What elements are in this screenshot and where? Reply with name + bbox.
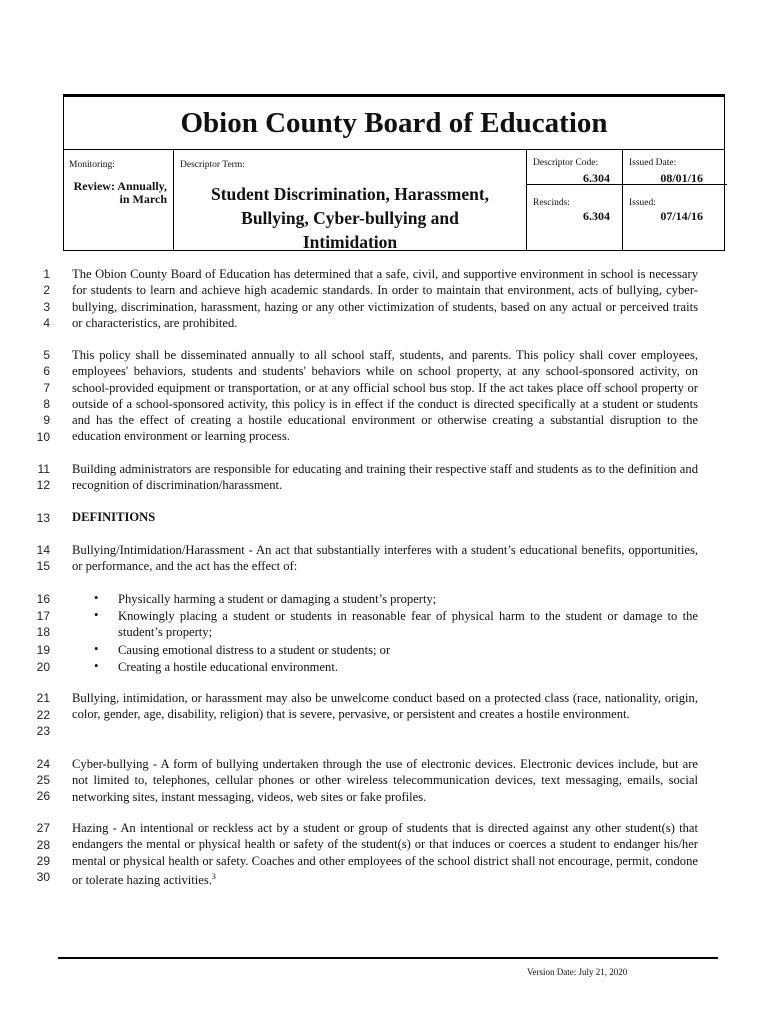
descriptor-term-cell	[174, 150, 527, 251]
line-number: 27	[36, 821, 50, 835]
bullet-item: Physically harming a student or damaging a student’s property;	[118, 592, 437, 606]
administrators-paragraph: Building administrators are responsible for educating and training their respective staff and students as to the definition and recognition of discrimination/harassment.	[72, 462, 698, 493]
line-number: 1	[43, 267, 50, 281]
line-number: 12	[36, 478, 50, 492]
line-number: 15	[36, 559, 50, 573]
line-number: 4	[43, 316, 50, 330]
line-number: 20	[36, 660, 50, 674]
intro-paragraph: The Obion County Board of Education has determined that a safe, civil, and supportive environment in school is necessary for students to learn and achieve high academic standards. In order to maintain that environment, acts of bullying, cyber-bullying, discrimination, harassment, hazing or any other victimization of students, based on any actual or perceived traits or characteristics, are prohibited.	[72, 267, 698, 330]
issued-date-label: Issued Date:	[629, 158, 677, 168]
line-number: 28	[36, 838, 50, 852]
cyber-bullying-definition: Cyber-bullying - A form of bullying undertaken through the use of electronic devices. Electronic devices include, but are not limited to, telephones, cellular phones or other wireless telecommunication devices, text messaging, emails, social networking sites, instant messaging, videos, web sites or fake profiles.	[72, 757, 698, 804]
descriptor-title-line-1: Student Discrimination, Harassment,	[210, 184, 490, 204]
issued-value: 07/14/16	[660, 209, 703, 223]
line-number: 29	[36, 854, 50, 868]
line-number: 2	[43, 283, 50, 297]
line-number: 17	[36, 609, 50, 623]
issued-date-cell	[623, 150, 727, 251]
descriptor-code-cell	[527, 150, 623, 251]
line-number: 22	[36, 708, 50, 722]
policy-header	[63, 94, 725, 251]
line-number: 5	[43, 348, 50, 362]
monitoring-label: Monitoring:	[69, 160, 115, 170]
descriptor-code-value: 6.304	[583, 171, 610, 185]
issued-date-value: 08/01/16	[660, 171, 703, 185]
bullet-item: Knowingly placing a student or students in reasonable fear of physical harm to the student or damage to the student’s property;	[118, 609, 698, 640]
bullet-icon: •	[94, 659, 99, 673]
line-number: 8	[43, 397, 50, 411]
line-number: 24	[36, 757, 50, 771]
hazing-text: Hazing - An intentional or reckless act by a student or group of students that is directed against any other student(s) that endangers the mental or physical health or safety of the student(s) or that induces or coerces a student to endanger his/her mental or physical health or safety. Coaches and other employees of the school district shall not encourage, permit, condone or tolerate hazing activities.	[72, 821, 698, 888]
version-date: Version Date: July 21, 2020	[527, 967, 628, 977]
line-number: 9	[43, 413, 50, 427]
bullet-icon: •	[94, 608, 99, 622]
rescinds-value: 6.304	[583, 209, 610, 223]
line-number: 14	[36, 543, 50, 557]
footnote-marker: 3	[211, 871, 216, 881]
review-line-1: Review: Annually,	[73, 179, 167, 193]
line-number: 19	[36, 643, 50, 657]
definitions-heading: DEFINITIONS	[72, 510, 156, 524]
bullet-item: Causing emotional distress to a student or students; or	[118, 643, 391, 657]
line-number: 21	[36, 691, 50, 705]
bullet-icon: •	[94, 591, 99, 605]
header-info-row	[63, 149, 725, 251]
page-title: Obion County Board of Education	[180, 107, 608, 139]
descriptor-title	[174, 182, 526, 254]
descriptor-title-line-3: Intimidation	[302, 232, 398, 252]
line-number: 11	[37, 462, 50, 476]
dissemination-paragraph: This policy shall be disseminated annually to all school staff, students, and parents. This policy shall cover employees, employees' behaviors, students and students' behaviors while on school property, at any school-sponsored activity, on school-provided equipment or transportation, or at any official school bus stop. If the act takes place off school property or outside of a school-sponsored activity, this policy is in effect if the conduct is directed specifically at a student or students and has the effect of creating a hostile educational environment or otherwise creating a substantial disruption to the education environment or learning process.	[72, 348, 698, 444]
line-number: 26	[36, 789, 50, 803]
descriptor-term-label: Descriptor Term:	[180, 160, 245, 170]
footer-rule	[58, 957, 718, 959]
review-frequency	[74, 180, 167, 206]
line-number: 3	[43, 300, 50, 314]
line-number: 30	[36, 870, 50, 884]
rescinds-label: Rescinds:	[533, 198, 570, 208]
line-number: 10	[36, 430, 50, 444]
line-number: 7	[43, 381, 50, 395]
descriptor-title-line-2: Bullying, Cyber-bullying and	[241, 208, 459, 228]
bullying-definition: Bullying/Intimidation/Harassment - An act that substantially interferes with a student’s educational benefits, opportunities, or performance, and the act has the effect of:	[72, 543, 698, 574]
protected-class-paragraph: Bullying, intimidation, or harassment may also be unwelcome conduct based on a protected class (race, nationality, origin, color, gender, age, disability, religion) that is severe, pervasive, or persistent and creates a hostile environment.	[72, 691, 698, 722]
line-number: 25	[36, 773, 50, 787]
bullet-item: Creating a hostile educational environment.	[118, 660, 338, 674]
monitoring-cell	[63, 150, 174, 251]
line-number: 23	[36, 724, 50, 738]
line-number: 16	[36, 592, 50, 606]
line-number: 18	[36, 625, 50, 639]
review-line-2: in March	[119, 192, 167, 206]
cell-divider	[623, 184, 727, 185]
line-number: 13	[36, 511, 50, 525]
issued-label: Issued:	[629, 198, 656, 208]
bullet-icon: •	[94, 642, 99, 656]
hazing-definition	[72, 820, 698, 888]
cell-divider	[527, 184, 622, 185]
line-number: 6	[43, 364, 50, 378]
descriptor-code-label: Descriptor Code:	[533, 158, 599, 168]
